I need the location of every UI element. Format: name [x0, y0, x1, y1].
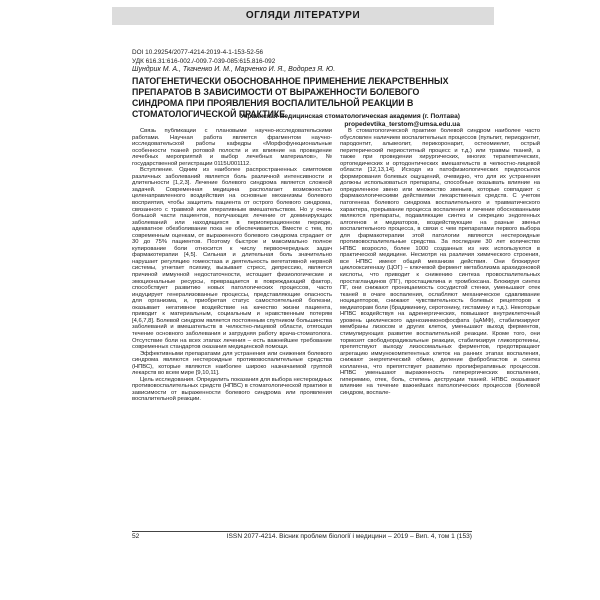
paragraph: Эффективными препаратами для устранения или снижения болевого синдрома являются нестероидные противовоспалительные средства (НПВС), которые являются наиболее широко назначаемой группой лекарств во всем мире [9,10,11].: [132, 350, 332, 377]
section-header: ОГЛЯДИ ЛІТЕРАТУРИ: [112, 7, 494, 25]
paragraph: В стоматологической практике болевой синдром наиболее часто обусловлен наличием воспалительных процессов (пульпит, периодонтит, пародонтит, альвеолит, перикоронарит, остеомиелит, острый перитерический периоститный процесс и т.д.) или травмы тканей, а также при проведении хирургических, многих терапевтических, ортопедических и ортодонтических вмешательств в челюстно-лицевой области [12,13,14]. Исходя из патофизиологических предпосылок формирования болевых ощущений, очевидно, что для их устранения должны использоваться препараты, способные оказывать влияние на определенное звено или множество звеньев, которые совпадают с фармакологическими действиями лекарственных средств. С учетом патогенеза болевого синдрома воспалительного и травматического характера, прерывание процесса воспаления и лечение обоснованными являются препараты, подавляющие синтез и секрецию эндогенных алгогенов и медиаторов, воздействующие на разные звенья воспалительного процесса, в связи с чем препаратами первого выбора для фармакотерапии этой патологии являются нестероидные противовоспалительные средства. За последние 30 лет количество НПВС возросло, более 1000 созданных из них используются в практической медицине. Несмотря на различия химического строения, все НПВС имеют общий механизм действия. Они блокируют циклооксигеназу (ЦОГ) – ключевой фермент метаболизма арахидоновой кислоты, что приводит к снижению синтеза провоспалительных простагландинов (ПГ), простациклина и тромбоксана. Блокируя синтез ПГ, они снижают проницаемость сосудистой стенки, уменьшают отек тканей в очаге воспаления, ослабляют механическое сдавливание ноцицепторов, снижают чувствительность болевых рецепторов к медиаторам боли (брадикинину, серотонину, гистамину и т.д.). Некоторые НПВС воздействуя на адренергических, повышают внутриклеточный уровень циклического аденозинмонофосфата (цАМФ), стабилизируют мембраны лизосом и других клеток, уменьшают выход ферментов, стимулирующих развитие воспалительной реакции. Кроме того, они тормозят свободнорадикальные реакции, стабилизируя гликопротеины, препятствуют выходу лизосомальных ферментов, предотвращают агрегацию иммунокомпетентных клеток на ранних этапах воспаления, снижают энергетический обмен, деление фибробластов и синтез коллагена, что препятствует развитию пролиферативных процессов. НПВС уменьшают выраженность гиперергических воспаления, гиперемию, отек, боль, степень деструкции тканей. НПВС оказывают влияние на течение важнейших патологических процессов (болевой синдром, воспале-: [340, 128, 540, 396]
right-column: [340, 128, 540, 528]
paragraph: Связь публикации с плановыми научно-исследовательскими работами. Научная работа является фрагментом научно-исследовательской работы кафедры «Морфофункциональные особенности тканей ротовой полости и их влияние на проведение лечебных мероприятий и выбор лечебных материалов», № государственной регистрации 0115U001112.: [132, 128, 332, 167]
article-title: ПАТОГЕНЕТИЧЕСКИ ОБОСНОВАННОЕ ПРИМЕНЕНИЕ ЛЕКАРСТВЕННЫХ ПРЕПАРАТОВ В ЗАВИСИМОСТИ ОТ ВЫРАЖЕННОСТИ БОЛЕВОГО СИНДРОМА ПРИ ПРОЯВЛЕНИЯ ВОСПАЛИТЕЛЬНОЙ РЕАКЦИИ В СТОМАТОЛОГИЧЕСКОЙ ПРАКТИКЕ: [132, 76, 449, 119]
page-number: 52: [132, 533, 140, 540]
affiliation: Украинская медицинская стоматологическая академия (г. Полтава): [240, 113, 460, 120]
contact-email[interactable]: propedevtika_terstom@umsa.edu.ua: [344, 121, 460, 128]
footer-divider: [132, 531, 472, 532]
journal-footer: ISSN 2077-4214. Вісник проблем біології і медицини – 2019 – Вип. 4, том 1 (153): [226, 533, 472, 540]
paragraph: Цель исследования. Определить показания для выбора нестероидных противовоспалительных средств (НПВС) в стоматологической практике в зависимости от выраженности болевого синдрома или проявления воспалительной реакции.: [132, 376, 332, 403]
left-column: [132, 128, 332, 528]
paragraph: Вступление. Одним из наиболее распространенных симптомов различных заболеваний является боль различной интенсивности и длительности [1,2,3]. Лечение болевого синдрома является сложной задачей. Современная медицина располагает возможностью целенаправленного воздействия на основные механизмы болевого восприятия, чтобы защитить пациента от острого болевого синдрома, связанного с травмой или оперативным вмешательством. Но у очень большой части пациентов, получающих лечение от доминирующих заболеваний или находящихся в периоперационном периоде, адекватное обезболивание пока не обеспечивается. Вместе с тем, по современным оценкам, от выраженного болевого синдрома страдает от 30 до 75% пациентов. Поэтому быстрое и максимально полное купирование боли относится к числу первоочередных задач фармакотерапии [4,5]. Сильная и длительная боль значительно нарушает регуляцию гомеостаза и деятельность вегетативной нервной системы, угнетает психику, вызывает стресс, депрессию, является причиной иммунной недостаточности, истощает физиологические и эмоциональные ресурсы, превращается в повреждающий фактор, способствует развитию новых патологических процессов, часто индуцирует генерализованные процессы, представляющие опасность для организма, и, приобретая статус самостоятельной болезни, оказывает негативное воздействие на качество жизни пациента, приводит к материальным, социальным и нравственным потерям [4,6,7,8]. Болевой синдром является постоянным спутником большинства заболеваний и вмешательств в челюстно-лицевой области, отягощая течение основного заболевания и затрудняя работу врача-стоматолога. Отсутствие боли на всех этапах лечения – есть важнейшее требование современных стандартов оказания медицинской помощи.: [132, 167, 332, 351]
authors-line: Шундрик М. А., Ткаченко И. М., Марченко И. Я., Водорез Я. Ю.: [132, 66, 336, 73]
udk-line: УДК 616.31:616-002./-009.7-039-085:615.816-092: [132, 58, 276, 65]
doi-line: DOI 10.29254/2077-4214-2019-4-1-153-52-56: [132, 49, 264, 56]
